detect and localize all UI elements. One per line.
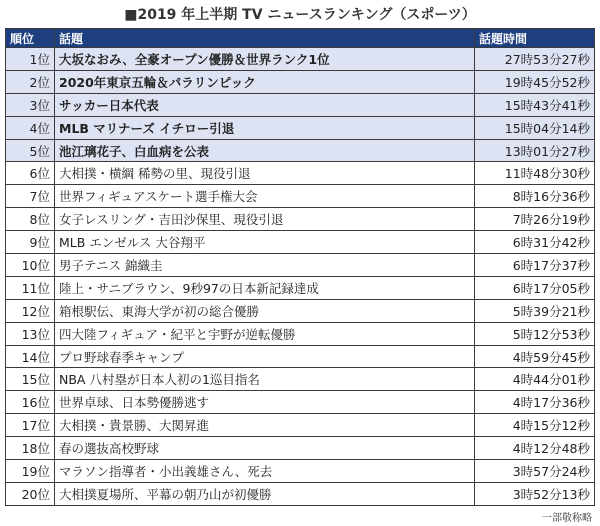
rank-cell: 16位 bbox=[6, 391, 55, 414]
topic-cell: MLB エンゼルス 大谷翔平 bbox=[55, 231, 475, 254]
topic-cell: 大相撲・貴景勝、大関昇進 bbox=[55, 414, 475, 437]
table-row bbox=[6, 139, 595, 162]
topic-cell: MLB マリナーズ イチロー引退 bbox=[55, 116, 475, 139]
header-topic: 話題 bbox=[55, 29, 475, 48]
time-cell: 5時39分21秒 bbox=[475, 299, 595, 322]
table-row bbox=[6, 70, 595, 93]
time-cell: 7時26分19秒 bbox=[475, 208, 595, 231]
table-row bbox=[6, 93, 595, 116]
table-row bbox=[6, 276, 595, 299]
rank-cell: 18位 bbox=[6, 437, 55, 460]
rank-cell: 15位 bbox=[6, 368, 55, 391]
time-cell: 8時16分36秒 bbox=[475, 185, 595, 208]
topic-cell: 陸上・サニブラウン、9秒97の日本新記録達成 bbox=[55, 276, 475, 299]
time-cell: 6時31分42秒 bbox=[475, 231, 595, 254]
time-cell: 3時52分13秒 bbox=[475, 482, 595, 505]
header-time: 話題時間 bbox=[475, 29, 595, 48]
table-header-row bbox=[6, 29, 595, 48]
rank-cell: 9位 bbox=[6, 231, 55, 254]
topic-cell: 世界卓球、日本勢優勝逃す bbox=[55, 391, 475, 414]
topic-cell: 四大陸フィギュア・紀平と宇野が逆転優勝 bbox=[55, 322, 475, 345]
rank-cell: 11位 bbox=[6, 276, 55, 299]
topic-cell: 池江璃花子、白血病を公表 bbox=[55, 139, 475, 162]
time-cell: 5時12分53秒 bbox=[475, 322, 595, 345]
time-cell: 4時59分45秒 bbox=[475, 345, 595, 368]
topic-cell: 女子レスリング・吉田沙保里、現役引退 bbox=[55, 208, 475, 231]
time-cell: 4時44分01秒 bbox=[475, 368, 595, 391]
time-cell: 11時48分30秒 bbox=[475, 162, 595, 185]
rank-cell: 12位 bbox=[6, 299, 55, 322]
topic-cell: 箱根駅伝、東海大学が初の総合優勝 bbox=[55, 299, 475, 322]
topic-cell: 大坂なおみ、全豪オープン優勝＆世界ランク1位 bbox=[55, 48, 475, 71]
time-cell: 15時04分14秒 bbox=[475, 116, 595, 139]
time-cell: 6時17分37秒 bbox=[475, 254, 595, 277]
rank-cell: 14位 bbox=[6, 345, 55, 368]
time-cell: 19時45分52秒 bbox=[475, 70, 595, 93]
topic-cell: 2020年東京五輪＆パラリンピック bbox=[55, 70, 475, 93]
table-row bbox=[6, 48, 595, 71]
topic-cell: マラソン指導者・小出義雄さん、死去 bbox=[55, 460, 475, 483]
rank-cell: 13位 bbox=[6, 322, 55, 345]
table-row bbox=[6, 299, 595, 322]
table-row bbox=[6, 116, 595, 139]
topic-cell: 春の選抜高校野球 bbox=[55, 437, 475, 460]
rank-cell: 17位 bbox=[6, 414, 55, 437]
rank-cell: 4位 bbox=[6, 116, 55, 139]
topic-cell: 大相撲・横綱 稀勢の里、現役引退 bbox=[55, 162, 475, 185]
table-row bbox=[6, 345, 595, 368]
time-cell: 4時12分48秒 bbox=[475, 437, 595, 460]
topic-cell: 男子テニス 錦織圭 bbox=[55, 254, 475, 277]
rank-cell: 19位 bbox=[6, 460, 55, 483]
table-row bbox=[6, 185, 595, 208]
table-row bbox=[6, 231, 595, 254]
rank-cell: 20位 bbox=[6, 482, 55, 505]
source-note: 一部敬称略 bbox=[542, 513, 592, 524]
time-cell: 3時57分24秒 bbox=[475, 460, 595, 483]
table-row bbox=[6, 414, 595, 437]
topic-cell: 大相撲夏場所、平幕の朝乃山が初優勝 bbox=[55, 482, 475, 505]
rank-cell: 5位 bbox=[6, 139, 55, 162]
rank-cell: 1位 bbox=[6, 48, 55, 71]
rank-cell: 7位 bbox=[6, 185, 55, 208]
time-cell: 13時01分27秒 bbox=[475, 139, 595, 162]
rank-cell: 3位 bbox=[6, 93, 55, 116]
table-row bbox=[6, 162, 595, 185]
table-row bbox=[6, 391, 595, 414]
rank-cell: 8位 bbox=[6, 208, 55, 231]
topic-cell: プロ野球春季キャンプ bbox=[55, 345, 475, 368]
table-row bbox=[6, 437, 595, 460]
topic-cell: NBA 八村塁が日本人初の1巡目指名 bbox=[55, 368, 475, 391]
time-cell: 4時17分36秒 bbox=[475, 391, 595, 414]
topic-cell: 世界フィギュアスケート選手権大会 bbox=[55, 185, 475, 208]
page-title: ■2019 年上半期 TV ニュースランキング（スポーツ） bbox=[124, 7, 476, 23]
table-row bbox=[6, 254, 595, 277]
time-cell: 27時53分27秒 bbox=[475, 48, 595, 71]
rank-cell: 6位 bbox=[6, 162, 55, 185]
table-row bbox=[6, 368, 595, 391]
table-row bbox=[6, 322, 595, 345]
time-cell: 15時43分41秒 bbox=[475, 93, 595, 116]
table-row bbox=[6, 482, 595, 505]
topic-cell: サッカー日本代表 bbox=[55, 93, 475, 116]
header-rank: 順位 bbox=[6, 29, 55, 48]
rank-cell: 2位 bbox=[6, 70, 55, 93]
time-cell: 4時15分12秒 bbox=[475, 414, 595, 437]
ranking-table bbox=[5, 28, 595, 506]
table-row bbox=[6, 208, 595, 231]
table-row bbox=[6, 460, 595, 483]
time-cell: 6時17分05秒 bbox=[475, 276, 595, 299]
rank-cell: 10位 bbox=[6, 254, 55, 277]
